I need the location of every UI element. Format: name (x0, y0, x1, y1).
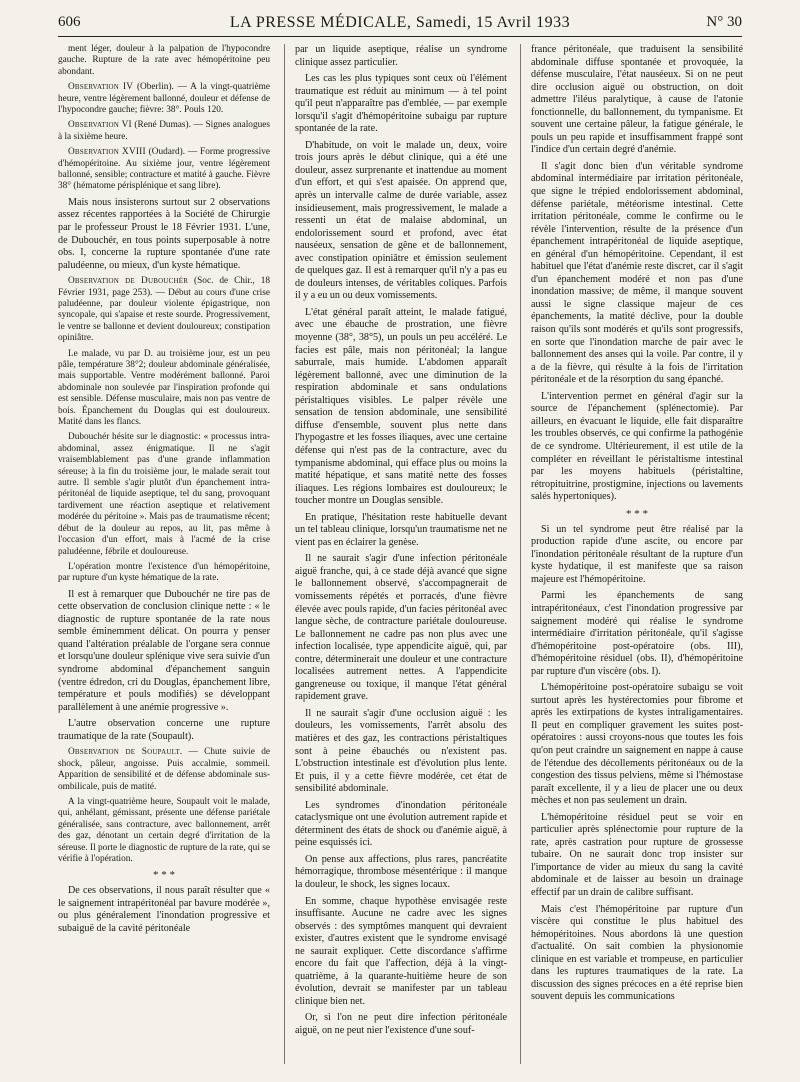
observation-paragraph (58, 797, 270, 865)
body-paragraph (531, 44, 743, 157)
paragraph-text: L'hémopéritoine post-opératoire subaigu se voit surtout après les hystérectomies pour fibrome et après les extirpations de kystes intraligamentaires. Il peut en compliquer gravement les suites post-opératoires : aussi croyons-nous que toutes les fois qu'on peut craindre un saignement en nappe à cause de l'étendue des décollements péritonéaux ou de la congestion des tissus pelviens, même si l'hémostase paraît excellente, il y a lieu de placer une ou deux mèches et non pas seulement un drain. (531, 682, 743, 807)
paragraph-text: Il est à remarquer que Dubouchér ne tire pas de cette observation de conclusion clinique nette : « le diagnostic de rupture spontanée de la rate nous semble éminemment délicat. On pourra y penser quand l'altération préalable de l'organe sera connue et lorsqu'une douleur splénique vive sera suivie d'un syndrome abdominal d'épanchement sanguin (ventre édredon, cri du Douglas, épanchement libre, température et pouls modifiés) se développant parallèlement à une anémie progressive ». (58, 588, 270, 713)
header-rule (58, 36, 742, 37)
column-divider (284, 44, 285, 1064)
observation-paragraph (58, 120, 270, 143)
body-paragraph (58, 718, 270, 743)
paragraph-text: Si un tel syndrome peut être réalisé par la production rapide d'une ascite, ou encore par l'inondation péritonéale résultant de la rupture d'un kyste hydatique, il est manifeste que sa raison majeure est l'hémopéritoine. (531, 523, 743, 585)
observation-paragraph (58, 747, 270, 793)
paragraph-text: Mais nous insisterons surtout sur 2 observations assez récentes rapportées à la Société de Chirurgie par le professeur Proust le 18 Février 1931. L'une, de Dubouchér, en tous points superposable à notre obs. I, concerne la rupture spontanée d'une rate paludéenne, ou mieux, d'un kyste hématique. (58, 196, 270, 271)
paragraph-text: . — Chute suivie de shock, pâleur, angoisse. Puis accalmie, sommeil. Apparition de sensibilité et de défense abdominale sus-ombilicale, puis de matité. (58, 747, 270, 792)
column-divider (520, 44, 521, 1064)
body-paragraph (531, 904, 743, 1004)
body-paragraph (531, 391, 743, 504)
column-2 (295, 44, 507, 1069)
paragraph-text: L'opération montre l'existence d'un hémopéritoine, par rupture d'un kyste hématique de la rate. (58, 561, 270, 584)
body-paragraph (295, 854, 507, 892)
body-paragraph (58, 885, 270, 935)
observation-label: Observation de Soupault (68, 747, 180, 758)
body-paragraph (295, 307, 507, 508)
paragraph-text: (Soc. de Chir., 18 Février 1931, page 253). — Début au cours d'une crise paludéenne, par douleur violente épigastrique, non syncopale, qui s'apaise et reste sourde. Progressivement, le ventre se ballonne et devient douloureux; constipation opiniâtre. (58, 276, 270, 344)
observation-paragraph (58, 147, 270, 193)
body-paragraph (295, 512, 507, 550)
issue-number: N° 30 (706, 14, 742, 30)
paragraph-text: Le malade, vu par D. au troisième jour, est un peu pâle, température 38°2; douleur abdominale généralisée, mais supportable. Ventre modérément ballonné. Paroi abdominale non soulevée par l'inspiration profonde qui est sensible. Défense musculaire, mais non pas ventre de bois. Épanchement du Douglas qui est douloureux. Matité dans les flancs. (58, 348, 270, 428)
paragraph-text: Il ne saurait s'agir d'une occlusion aiguë : les douleurs, les vomissements, l'arrêt absolu des matières et des gaz, les contractions péristaltiques sont à peine ébauchés ou n'existent pas. L'obstruction intestinale est d'évolution plus lente. Et puis, il y a cette fièvre modérée, cet état de sensibilité abdominale. (295, 707, 507, 795)
observation-paragraph (58, 44, 270, 78)
column-1 (58, 44, 270, 1069)
body-paragraph (58, 589, 270, 714)
body-paragraph (295, 553, 507, 704)
column-3 (531, 44, 743, 1069)
page-number: 606 (58, 14, 81, 30)
observation-paragraph (58, 349, 270, 429)
section-separator: * * * (153, 869, 175, 882)
body-paragraph (531, 524, 743, 587)
paragraph-text: On pense aux affections, plus rares, pancréatite hémorragique, thrombose mésentérique : il manque la douleur, le shock, les signes locaux. (295, 853, 507, 890)
observation-label: Observation IV (68, 82, 134, 93)
paragraph-text: Il s'agit donc bien d'un véritable syndrome abdominal intermédiaire par irritation péritonéale, que signe le trépied endolorissement abdominal, défense pariétale, météorisme intestinal. Cette irritation péritonéale, comme le confirme ou le révèle l'intervention, résulte de la présence d'un épanchement intrapéritonéal de liquide aseptique, en général d'un hémopéritoine. Cependant, il est habituel que l'état d'anémie reste discret, car il s'agit d'un épanchement modéré et non pas d'une inondation massive; de même, il manque souvent aussi le signe classique majeur de ces épanchements, la matité déclive, pour la double raison qu'ils sont modérés et qu'ils sont progressifs, en sorte que l'inondation marche de pair avec le ballonnement des anses qui la voile. Par contre, il y a de la fièvre, qui résulte à la fois de l'irritation péritonéale et de la résorption du sang épanché. (531, 160, 743, 386)
observation-label: Observation XVIII (68, 147, 146, 158)
paragraph-text: En pratique, l'hésitation reste habituelle devant un tel tableau clinique, lorsqu'un traumatisme net ne vient pas en éclairer la genèse. (295, 511, 507, 548)
paragraph-text: L'état général paraît atteint, le malade fatigué, avec une ébauche de prostration, une fièvre moyenne (38°, 38°5), un pouls un peu accéléré. Le facies est pâle, mais non péritonéal; la langue saburrale, mais humide. L'abdomen apparaît légèrement ballonné, avec une diminution de la respiration abdominale et sans ondulations péristaltiques visibles. Le palper révèle une sensation de tension abdominale, une sensibilité diffuse d'ensemble, souvent plus nette dans l'hypogastre et les fosses iliaques, avec une certaine défense qui n'est pas de la contracture, avec du tympanisme abdominal, qui efface plus ou moins la matité hépatique, et sans matité nette des fosses iliaques. Les régions lombaires est douloureux; le toucher montre un Douglas sensible. (295, 306, 507, 507)
observation-label: Observation VI (68, 120, 132, 131)
paragraph-text: (René Dumas). — Signes analogues à la sixième heure. (58, 120, 270, 142)
paragraph-text: Les cas les plus typiques sont ceux où l'élément traumatique est réduit au minimum — à tel point qu'il peut n'apparaître pas d'emblée, — par exemple lorsqu'il s'agit d'hémopéritoine subaigu par rupture spontanée de la rate. (295, 73, 507, 135)
body-paragraph (295, 800, 507, 850)
observation-paragraph (58, 276, 270, 344)
paragraph-text: (Oberlin). — A la vingt-quatrième heure, ventre légèrement ballonné, douleur et défense de l'hypocondre gauche; fièvre: 38°. Pouls 120. (58, 82, 270, 116)
body-paragraph (531, 590, 743, 678)
paragraph-text: L'autre observation concerne une rupture traumatique de la rate (Soupault). (58, 718, 270, 742)
body-paragraph (295, 896, 507, 1009)
paragraph-text: En somme, chaque hypothèse envisagée reste insuffisante. Aucune ne cadre avec les signes observés : des symptômes manquent qui devraient exister, d'autres existent que le syndrome envisagé ne saurait expliquer. Cette discordance s'affirme encore du fait que l'affection, déjà à la vingt-quatrième, à la quarante-huitième heure de son évolution, devrait se manifester par un tableau clinique bien net. (295, 895, 507, 1007)
journal-title: LA PRESSE MÉDICALE, Samedi, 15 Avril 1933 (229, 14, 571, 31)
paragraph-text: D'habitude, on voit le malade un, deux, voire trois jours après le début clinique, qui a été une douleur, assez surprenante et inattendue au moment d'un effort, et qui s'est apaisée. On apprend que, après un intervalle calme de durée variable, assez insidieusement, mais progressivement, le malade a ressenti un état de malaise abdominal, un endolorissement sourd et profond, avec état nauséeux, sensation de gêne et de ballonnement, avec constipation opiniâtre et émission seulement de quelques gaz. Il est à remarquer qu'il n'y a pas eu de douleurs intenses, de véritables coliques. Parfois il y a eu un ou deux vomissements. (295, 139, 507, 302)
body-paragraph (531, 812, 743, 900)
observation-paragraph (58, 82, 270, 116)
body-paragraph (531, 682, 743, 807)
body-paragraph (295, 708, 507, 796)
paragraph-text: Les syndromes d'inondation péritonéale cataclysmique ont une évolution autrement rapide et déterminent des états de shock ou d'anémie aiguë, à peine esquissés ici. (295, 799, 507, 849)
paragraph-text: (Oudard). — Forme progressive d'hémopéritoine. Au sixième jour, ventre légèrement ballonné, sensible; contracture et matité à gauche. Fièvre 38° (hématome périsplénique et sang libre). (58, 147, 270, 192)
section-separator: * * * (626, 507, 648, 520)
body-paragraph (58, 197, 270, 272)
paragraph-text: france péritonéale, que traduisent la sensibilité abdominale diffuse spontanée et provoquée, la défense musculaire, l'état nauséeux. Si on ne peut dire occlusion aiguë ou obstruction, on doit admettre l'iléus paralytique, à cause de l'atonie fonctionnelle, du ballonnement, du tympanisme. Et souvent une certaine pâleur, la fatigue générale, le pouls un peu rapide et insuffisamment frappé sont l'indice d'un certain degré d'anémie. (531, 44, 743, 156)
body-paragraph (295, 44, 507, 69)
observation-label: Observation de Dubouchér (68, 276, 189, 287)
paragraph-text: De ces observations, il nous paraît résulter que « le saignement intrapéritonéal par bavure modérée », ou plus généralement l'inondation progressive et subaiguë de la cavité péritonéale (58, 885, 270, 934)
paragraph-text: Il ne saurait s'agir d'une infection péritonéale aiguë franche, qui, à ce stade déjà avancé que signe le ballonnement observé, s'accompagnerait de vomissements répétés et porracés, d'une fièvre élevée avec pouls rapide, d'un facies péritonéal avec langue sèche, de contracture pariétale douloureuse. Le ballonnement ne cadre pas non plus avec une infection localisée, type appendicite aiguë, qui, par contre, déterminerait une douleur et une contracture localisées autrement nettes. A l'appendicite gangreneuse ou toxique, il manque l'état général rapidement grave. (295, 553, 507, 703)
paragraph-text: ment léger, douleur à la palpation de l'hypocondre gauche. Rupture de la rate avec hémopéritoine peu abondant. (58, 44, 270, 77)
body-paragraph (295, 140, 507, 303)
observation-paragraph (58, 432, 270, 557)
body-paragraph (295, 1012, 507, 1037)
paragraph-text: Parmi les épanchements de sang intrapéritonéaux, c'est l'inondation progressive par saignement modéré qui réalise le syndrome intermédiaire d'irritation péritonéale, qu'il s'agisse d'hémopéritoine post-opératoire (obs. III), d'hémopéritoine résiduel (obs. II), d'hémopéritoine par rupture d'un viscère (obs. I). (531, 590, 743, 677)
paragraph-text: L'hémopéritoine résiduel peut se voir en particulier après splénectomie pour rupture de la rate, après castration pour rupture de grossesse tubaire. On ne saurait donc trop insister sur l'importance de vider au mieux du sang la cavité abdominale et de laisser au besoin un drainage effectif par un drain de calibre suffisant. (531, 811, 743, 898)
paragraph-text: A la vingt-quatrième heure, Soupault voit le malade, qui, anhélant, gémissant, présente une défense pariétale généralisée, sans contracture, avec ballonnement, arrêt des gaz, dénotant un certain degré d'irritation de la séreuse. Il porte le diagnostic de rupture de la rate, qui se vérifie à l'opération. (58, 796, 270, 864)
paragraph-text: Mais c'est l'hémopéritoine par rupture d'un viscère qui constitue le plus habituel des hémopéritoines. Nous abordons là une question d'actualité. On sait combien la physionomie clinique en est variable et trompeuse, en particulier dans les ruptures traumatiques de la rate. La discussion des signes précoces en a été reprise bien souvent depuis les communications (531, 903, 743, 1003)
paragraph-text: Dubouchér hésite sur le diagnostic: « processus intra-abdominal, assez énigmatique. Il ne s'agit vraisemblablement pas d'une grande inflammation séreuse; à la fin du troisième jour, le malade serait tout autre. Il semble s'agir plutôt d'un épanchement intra-péritonéal de liquide aseptique, tel du sang, provoquant tardivement une réaction aseptique et relativement modérée du péritoine ». Mais pas de traumatisme récent; début de la douleur au repos, au lit, pas même à l'occasion d'un effort, mais à l'acmé de la crise paludéenne, fébrile et douloureuse. (58, 432, 270, 557)
body-paragraph (295, 73, 507, 136)
body-paragraph (531, 161, 743, 387)
observation-paragraph (58, 562, 270, 585)
paragraph-text: par un liquide aseptique, réalise un syndrome clinique assez particulier. (295, 44, 507, 68)
paragraph-text: Or, si l'on ne peut dire infection péritonéale aiguë, on ne peut nier l'existence d'une souf- (295, 1012, 507, 1037)
paragraph-text: L'intervention permet en général d'agir sur la source de l'épanchement (splénectomie). Par ailleurs, en évacuant le liquide, elle fait disparaître les troubles observés, ce qui confirme la pathogénie de ce syndrome. Ultérieurement, il est utile de la compléter en réveillant le péristaltisme intestinal par les moyens habituels (péristaltine, rétropituitrine, prostigmine, injections ou lavements salés hypertoniques). (531, 390, 743, 503)
page-header (58, 14, 742, 34)
